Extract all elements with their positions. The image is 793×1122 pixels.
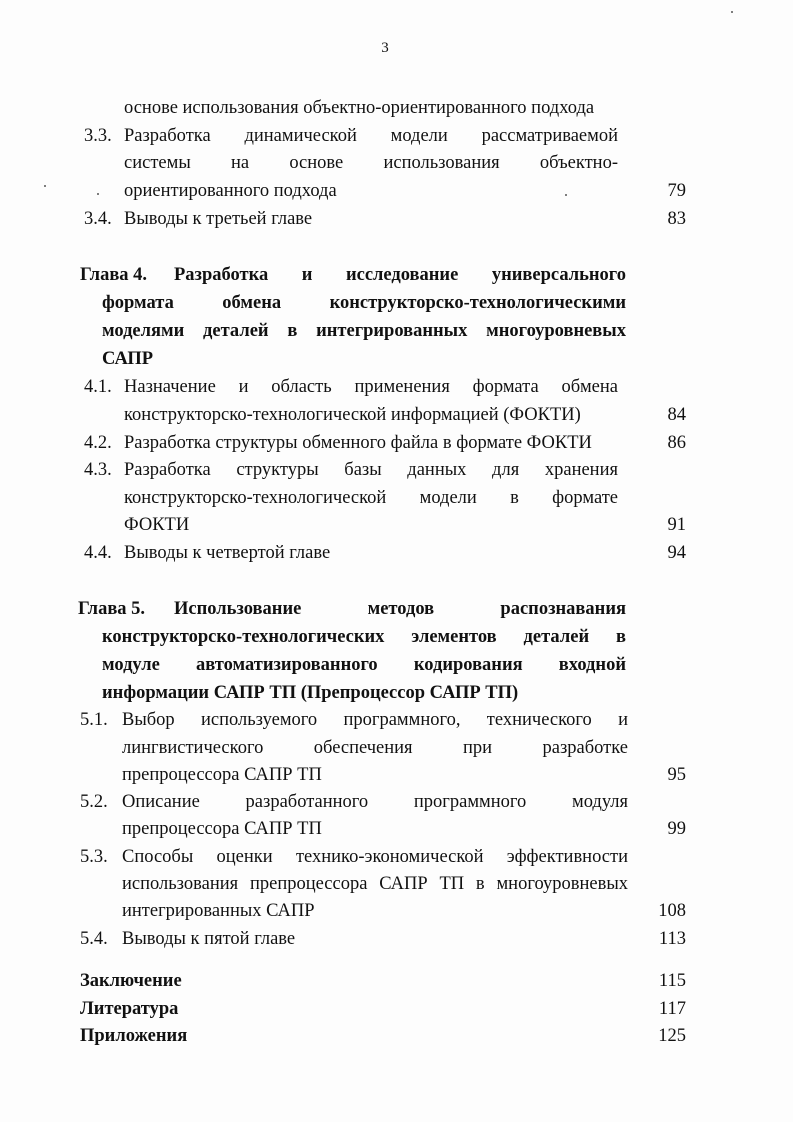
toc-entry-5-3-page: 108 <box>658 901 686 921</box>
toc-entry-5-1-line-1: Выбор используемого программного, технического и <box>122 710 628 730</box>
toc-entry-4-3-number: 4.3. <box>84 460 112 480</box>
chapter-4-title-line-3: моделями деталей в интегрированных многоуровневых <box>102 321 626 341</box>
toc-conclusion-label: Заключение <box>80 971 182 991</box>
toc-entry-4-2-page: 86 <box>667 433 686 453</box>
chapter-4-title-line-4: САПР <box>102 349 154 369</box>
toc-entry-4-1-number: 4.1. <box>84 377 112 397</box>
toc-entry-5-1-line-3: препроцессора САПР ТП <box>122 765 322 785</box>
toc-entry-3-4-page: 83 <box>667 209 686 229</box>
toc-entry-4-1-page: 84 <box>667 405 686 425</box>
toc-entry-4-4-number: 4.4. <box>84 543 112 563</box>
chapter-5-title-line-1: Использование методов распознавания <box>174 599 626 619</box>
chapter-5-title-line-2: конструкторско-технологических элементов деталей в <box>102 627 626 647</box>
toc-literature-label: Литература <box>80 999 179 1019</box>
toc-entry-3-3-line-1: Разработка динамической модели рассматриваемой <box>124 126 618 146</box>
toc-entry-5-1-line-2: лингвистического обеспечения при разработке <box>122 738 628 758</box>
toc-conclusion-page: 115 <box>658 971 686 991</box>
toc-entry-5-1-page: 95 <box>667 765 686 785</box>
toc-entry-4-2-number: 4.2. <box>84 433 112 453</box>
toc-entry-5-2-line-1: Описание разработанного программного модуля <box>122 792 628 812</box>
toc-entry-3-3-line-3: ориентированного подхода <box>124 181 337 201</box>
toc-entry-4-3-line-3: ФОКТИ <box>124 515 190 535</box>
toc-appendices-label: Приложения <box>80 1026 188 1046</box>
toc-entry-3-3-line-2: системы на основе использования объектно- <box>124 153 618 173</box>
toc-entry-4-1-line-2: конструкторско-технологической информацией (ФОКТИ) <box>124 405 581 425</box>
toc-entry-5-2-line-2: препроцессора САПР ТП <box>122 819 322 839</box>
toc-appendices-page: 125 <box>658 1026 686 1046</box>
toc-entry-5-4-page: 113 <box>658 929 686 949</box>
scan-speck <box>565 194 567 196</box>
toc-entry-4-4-page: 94 <box>667 543 686 563</box>
toc-entry-4-3-line-2: конструкторско-технологической модели в формате <box>124 488 618 508</box>
toc-entry-5-3-line-1: Способы оценки технико-экономической эффективности <box>122 847 628 867</box>
chapter-4-label: Глава 4. <box>80 265 148 285</box>
toc-entry-5-3-line-3: интегрированных САПР <box>122 901 315 921</box>
section-3-2-continuation: основе использования объектно-ориентированного подхода <box>124 98 595 118</box>
toc-entry-5-4-title: Выводы к пятой главе <box>122 929 296 949</box>
scan-speck <box>44 185 46 187</box>
chapter-5-label: Глава 5. <box>78 599 146 619</box>
scan-speck <box>97 193 99 195</box>
chapter-4-title-line-1: Разработка и исследование универсального <box>174 265 626 285</box>
toc-entry-4-3-page: 91 <box>667 515 686 535</box>
toc-entry-5-1-number: 5.1. <box>80 710 108 730</box>
chapter-5-title-line-3: модуле автоматизированного кодирования входной <box>102 655 626 675</box>
toc-entry-3-4-title: Выводы к третьей главе <box>124 209 313 229</box>
toc-entry-3-3-number: 3.3. <box>84 126 112 146</box>
toc-entry-4-1-line-1: Назначение и область применения формата обмена <box>124 377 618 397</box>
toc-entry-5-3-number: 5.3. <box>80 847 108 867</box>
toc-entry-3-3-page: 79 <box>667 181 686 201</box>
chapter-5-title-line-4: информации САПР ТП (Препроцессор САПР ТП) <box>102 683 519 703</box>
toc-literature-page: 117 <box>658 999 686 1019</box>
toc-entry-5-3-line-2: использования препроцессора САПР ТП в многоуровневых <box>122 874 628 894</box>
toc-entry-4-3-line-1: Разработка структуры базы данных для хранения <box>124 460 618 480</box>
chapter-4-title-line-2: формата обмена конструкторско-технологическими <box>102 293 626 313</box>
toc-entry-4-2-title: Разработка структуры обменного файла в формате ФОКТИ <box>124 433 592 453</box>
scan-speck <box>731 11 733 13</box>
toc-entry-3-4-number: 3.4. <box>84 209 112 229</box>
toc-entry-4-4-title: Выводы к четвертой главе <box>124 543 331 563</box>
toc-entry-5-2-number: 5.2. <box>80 792 108 812</box>
page-number: 3 <box>381 40 389 56</box>
toc-entry-5-4-number: 5.4. <box>80 929 108 949</box>
toc-entry-5-2-page: 99 <box>667 819 686 839</box>
